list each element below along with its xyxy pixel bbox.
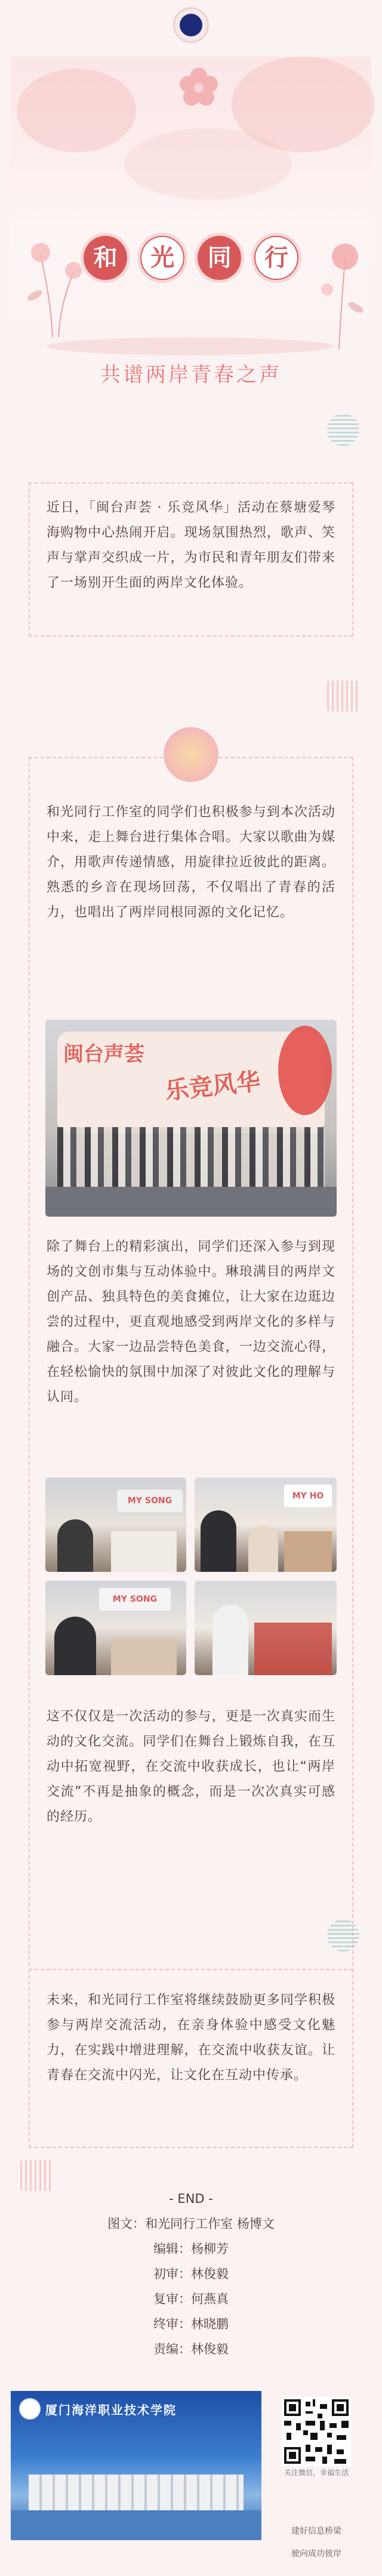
title-char: 光: [140, 236, 184, 280]
credit-line: 初审：林俊毅: [153, 2267, 229, 2281]
intro-paragraph: 近日，「闽台声荟 · 乐竞风华」活动在蔡塘爱琴海购物中心热闹开启。现场氛围热烈，歌声、笑声与掌声交织成一片，为市民和青年朋友们带来了一场别开生面的两岸文化体验。: [47, 500, 335, 590]
stage-banner-line2: 乐竞风华: [164, 1067, 262, 1106]
food-stall: [254, 1623, 332, 1675]
title-char: 行: [254, 236, 298, 280]
market-photo: [45, 1581, 186, 1675]
blossom-branch-icon: [309, 230, 369, 349]
future-paragraph: 未来，和光同行工作室将继续鼓励更多同学积极参与两岸交流活动，在亲身体验中感受文化魅力，在实践中增进理解，在交流中收获友谊。让青春在交流中闪光，让文化在互动中传承。: [47, 1993, 335, 2083]
credit-line: 终审：林晓鹏: [153, 2317, 229, 2331]
credit-line: 编辑：杨柳芳: [153, 2242, 229, 2256]
sun-decoration: [164, 727, 218, 782]
market-stall: [284, 1531, 332, 1572]
qr-caption: 关注微信，幸福生活: [284, 2469, 349, 2477]
group-of-students: [57, 1127, 325, 1187]
dotted-circle-decoration: [327, 414, 359, 446]
qr-code[interactable]: [282, 2397, 351, 2466]
visitor-figure: [201, 1510, 236, 1572]
market-photo: [195, 1478, 337, 1572]
blossom-branch-icon: [23, 236, 88, 337]
title-char: 和: [84, 236, 127, 280]
end-marker: - END -: [169, 2192, 213, 2206]
slogan-line: 建好信息桥梁: [291, 2526, 341, 2536]
visitor-figure: [54, 1617, 96, 1675]
ground-decoration: [47, 337, 333, 355]
header-banner: [11, 57, 371, 367]
campus-photo: [11, 2391, 261, 2540]
stage-floor: [45, 1187, 337, 1217]
reflection-paragraph: 这不仅仅是一次活动的参与，更是一次真实而生动的文化交流。同学们在舞台上锻炼自我，在互动中拓宽视野，在交流中收获成长，也让“两岸交流”不再是抽象的概念，而是一次次真实可感的经历。: [47, 1709, 335, 1824]
chorus-paragraph: 和光同行工作室的同学们也积极参与到本次活动中来，走上舞台进行集体合唱。大家以歌曲为媒介，用歌声传递情感，用旋律拉近彼此的距离。熟悉的乡音在现场回荡，不仅唱出了青春的活力，也唱出了两岸同根同源的文化记忆。: [47, 805, 335, 920]
striped-decoration: [327, 681, 358, 712]
top-badge-dot: [180, 14, 202, 36]
credit-line: 复审：何燕真: [153, 2292, 229, 2306]
flower-icon: [175, 63, 223, 110]
visitor-figure: [248, 1525, 278, 1572]
stage-balloon: [278, 1026, 332, 1115]
cloud-decoration: [124, 128, 291, 200]
cloud-decoration: [17, 69, 136, 152]
sea-water: [11, 2510, 261, 2540]
market-sign: MY HO: [284, 1485, 332, 1507]
market-photo: [195, 1581, 337, 1675]
school-name: 厦门海洋职业技术学院: [45, 2403, 177, 2417]
dotted-circle-decoration: [327, 1919, 359, 1952]
page-subtitle: 共谱两岸青春之声: [100, 363, 282, 387]
market-sign: MY SONG: [99, 1588, 171, 1611]
campus-buildings: [29, 2475, 244, 2510]
stage-photo: [45, 1020, 337, 1217]
market-photo: [45, 1478, 186, 1572]
market-stall: [111, 1638, 177, 1675]
market-sign: MY SONG: [117, 1489, 183, 1512]
stage-banner-line1: 闽台声荟: [63, 1042, 144, 1066]
title-char: 同: [198, 236, 241, 280]
market-paragraph: 除了舞台上的精彩演出，同学们还深入参与到现场的文创市集与互动体验中。琳琅满目的两岸文创产品、独具特色的美食摊位，让大家在边逛边尝的过程中，更直观地感受到两岸文化的多样与融合。大家一边品尝特色美食，一边交流心得，在轻松愉快的氛围中加深了对彼此文化的理解与认同。: [47, 1239, 335, 1405]
credit-line: 图文：和光同行工作室 杨博文: [107, 2217, 275, 2231]
school-logo-icon: [19, 2398, 41, 2420]
market-stall: [111, 1531, 177, 1572]
footer: [0, 2391, 382, 2576]
credit-line: 责编：林俊毅: [153, 2342, 229, 2356]
visitor-figure: [212, 1605, 248, 1675]
page-title: [84, 236, 298, 290]
slogan-line: 驶向成功彼岸: [291, 2549, 341, 2559]
visitor-figure: [57, 1519, 93, 1572]
